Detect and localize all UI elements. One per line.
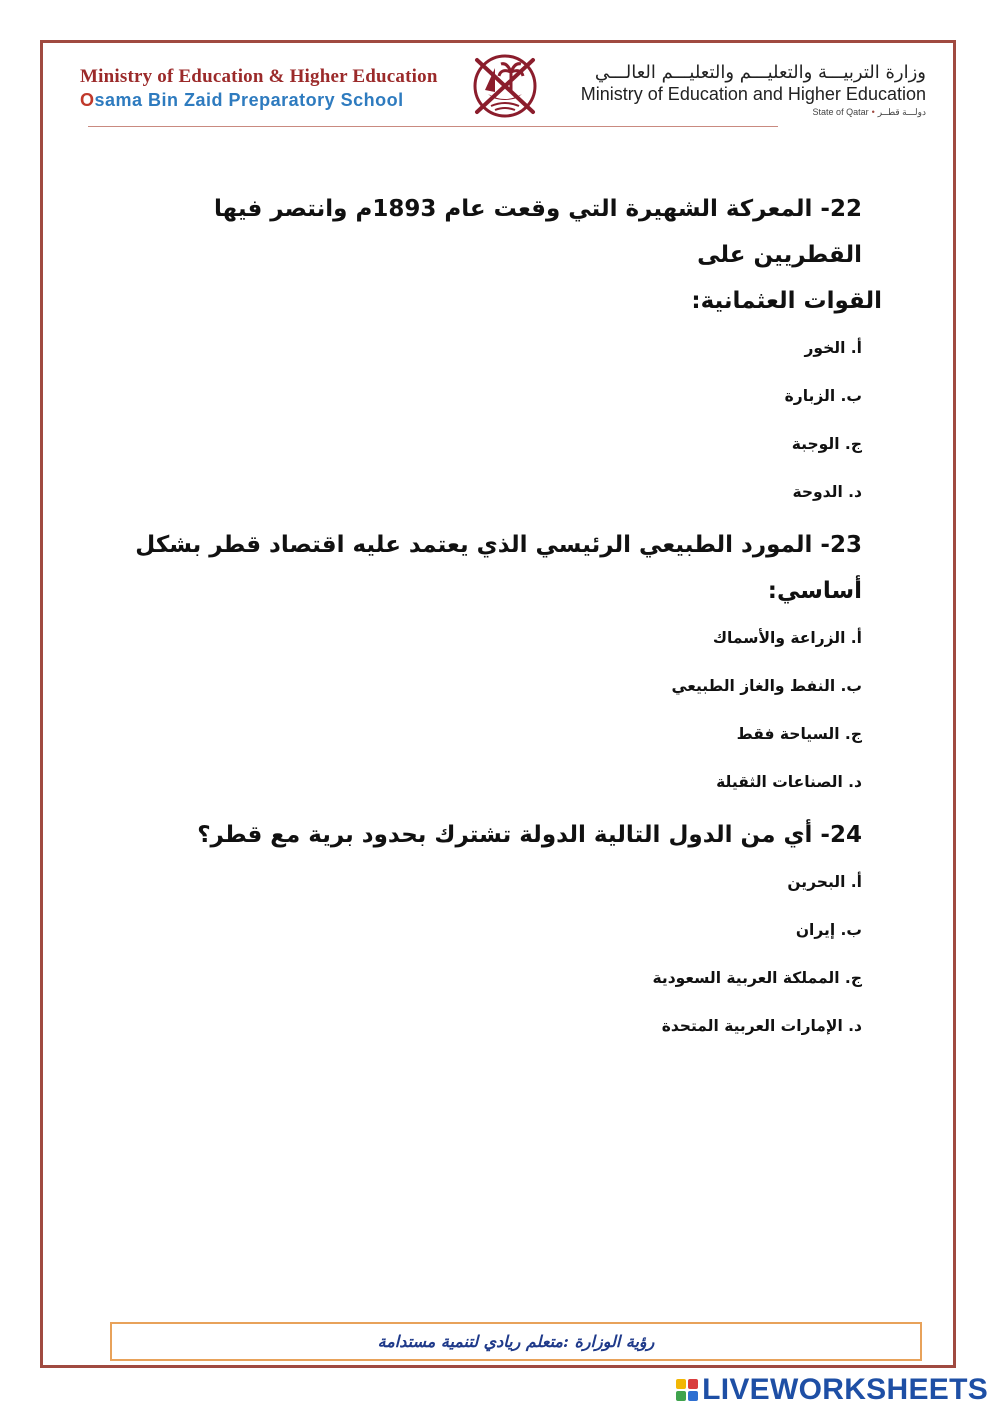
- liveworksheets-logo-icon: [676, 1379, 698, 1401]
- ministry-name-en: Ministry of Education and Higher Education: [580, 84, 926, 104]
- option-b[interactable]: ب. إيران: [795, 921, 862, 939]
- question-24-options: [120, 858, 862, 1050]
- liveworksheets-brand[interactable]: [676, 1374, 988, 1406]
- option-c[interactable]: ج. السياحة فقط: [736, 725, 862, 743]
- option-c[interactable]: ج. الوجبة: [791, 435, 862, 453]
- ministry-name-en-left: Ministry of Education & Higher Education: [80, 66, 438, 87]
- school-name-rest: sama Bin Zaid Preparatory School: [94, 90, 404, 110]
- liveworksheets-wordmark: LIVEWORKSHEETS: [702, 1373, 988, 1406]
- state-ar: دولـــة قطــر: [877, 107, 926, 117]
- question-22-text-line1: 22- المعركة الشهيرة التي وقعت عام 1893م وانتصر فيها القطريين على: [214, 196, 862, 268]
- ministry-vision-box: [110, 1322, 922, 1361]
- option-c[interactable]: ج. المملكة العربية السعودية: [652, 969, 862, 987]
- option-b[interactable]: ب. النفط والغاز الطبيعي: [671, 677, 862, 695]
- question-22-text-line2: القوات العثمانية:: [691, 288, 882, 314]
- school-name-initial: O: [80, 90, 95, 110]
- option-a[interactable]: أ. الخور: [804, 339, 862, 357]
- option-d[interactable]: د. الدوحة: [792, 483, 862, 501]
- school-name: [80, 90, 460, 111]
- question-23-options: [120, 614, 862, 806]
- separator-dot-icon: •: [871, 107, 875, 117]
- question-23-text: 23- المورد الطبيعي الرئيسي الذي يعتمد عليه اقتصاد قطر بشكل أساسي:: [135, 532, 862, 604]
- option-d[interactable]: د. الصناعات الثقيلة: [716, 773, 862, 791]
- option-b[interactable]: ب. الزبارة: [784, 387, 862, 405]
- ministry-vision-text: رؤية الوزارة :متعلم ريادي لتنمية مستدامة: [377, 1332, 655, 1351]
- ministry-header-right: [546, 62, 926, 118]
- state-en: State of Qatar: [812, 107, 869, 117]
- ministry-name-ar: وزارة التربيـــة والتعليـــم والتعليـــم العالـــي: [594, 62, 926, 83]
- header-divider: [88, 126, 778, 127]
- option-a[interactable]: أ. الزراعة والأسماك: [712, 629, 862, 647]
- question-24: [120, 812, 882, 1050]
- question-22-options: [120, 324, 862, 516]
- school-header-left: [80, 66, 460, 111]
- qatar-emblem-icon: [455, 46, 555, 128]
- state-of-qatar: [546, 107, 926, 118]
- question-23: [120, 522, 882, 806]
- question-24-text: 24- أي من الدول التالية الدولة تشترك بحدود برية مع قطر؟: [197, 822, 862, 848]
- questions-section: [120, 186, 882, 1056]
- question-22: [120, 186, 882, 516]
- option-d[interactable]: د. الإمارات العربية المتحدة: [661, 1017, 862, 1035]
- option-a[interactable]: أ. البحرين: [787, 873, 862, 891]
